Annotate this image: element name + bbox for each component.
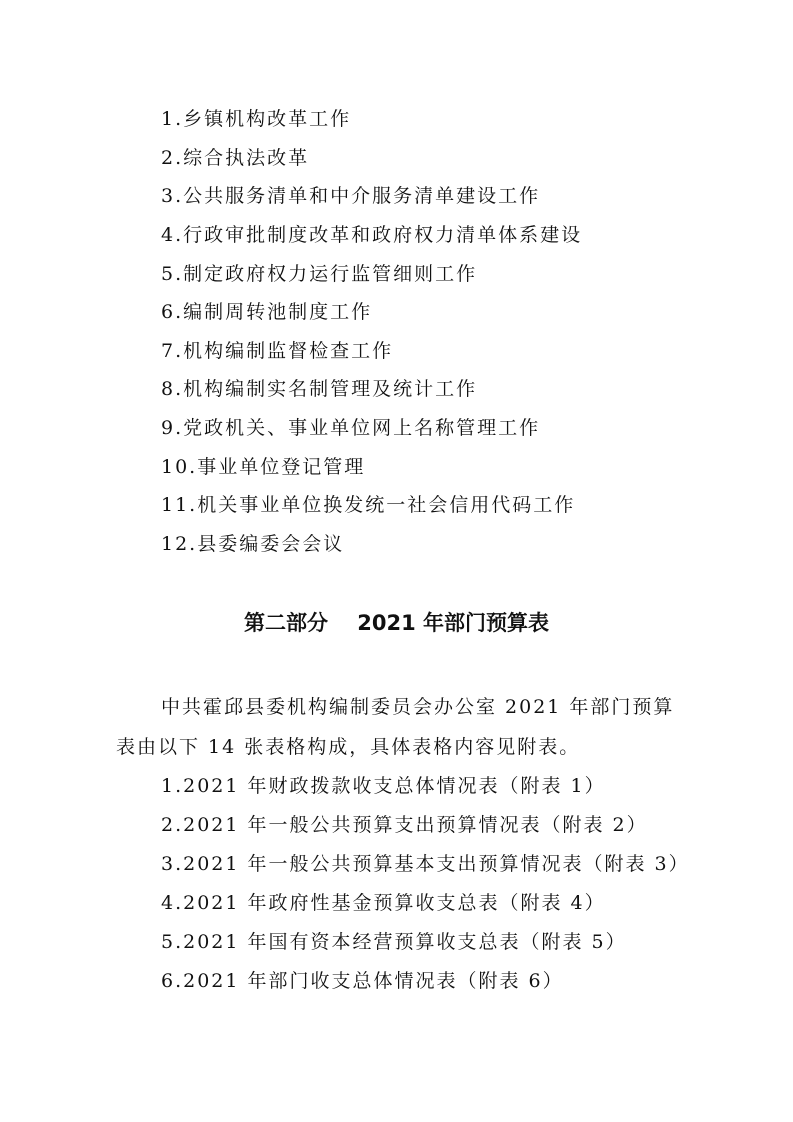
work-item: 4.行政审批制度改革和政府权力清单体系建设 — [161, 224, 583, 246]
work-item: 11.机关事业单位换发统一社会信用代码工作 — [161, 494, 576, 516]
budget-table-item: 5.2021 年国有资本经营预算收支总表（附表 5） — [161, 931, 627, 953]
budget-table-item: 4.2021 年政府性基金预算收支总表（附表 4） — [161, 892, 606, 914]
work-item: 9.党政机关、事业单位网上名称管理工作 — [161, 417, 541, 439]
intro-paragraph-line-2: 表由以下 14 张表格构成，具体表格内容见附表。 — [116, 736, 581, 758]
section-heading: 第二部分 2021 年部门预算表 — [243, 611, 549, 635]
work-item: 12.县委编委会会议 — [161, 533, 345, 555]
budget-table-item: 1.2021 年财政拨款收支总体情况表（附表 1） — [161, 775, 606, 797]
budget-table-item: 3.2021 年一般公共预算基本支出预算情况表（附表 3） — [161, 853, 690, 875]
work-item: 3.公共服务清单和中介服务清单建设工作 — [161, 185, 541, 207]
work-item: 1.乡镇机构改革工作 — [161, 108, 352, 130]
work-item: 5.制定政府权力运行监管细则工作 — [161, 263, 478, 285]
work-item: 6.编制周转池制度工作 — [161, 301, 373, 323]
work-item: 10.事业单位登记管理 — [161, 456, 366, 478]
work-item: 8.机构编制实名制管理及统计工作 — [161, 378, 478, 400]
budget-table-item: 2.2021 年一般公共预算支出预算情况表（附表 2） — [161, 814, 648, 836]
intro-paragraph-line-1: 中共霍邱县委机构编制委员会办公室 2021 年部门预算 — [161, 696, 675, 718]
work-item: 2.综合执法改革 — [161, 147, 310, 169]
work-item: 7.机构编制监督检查工作 — [161, 340, 394, 362]
budget-table-item: 6.2021 年部门收支总体情况表（附表 6） — [161, 970, 564, 992]
